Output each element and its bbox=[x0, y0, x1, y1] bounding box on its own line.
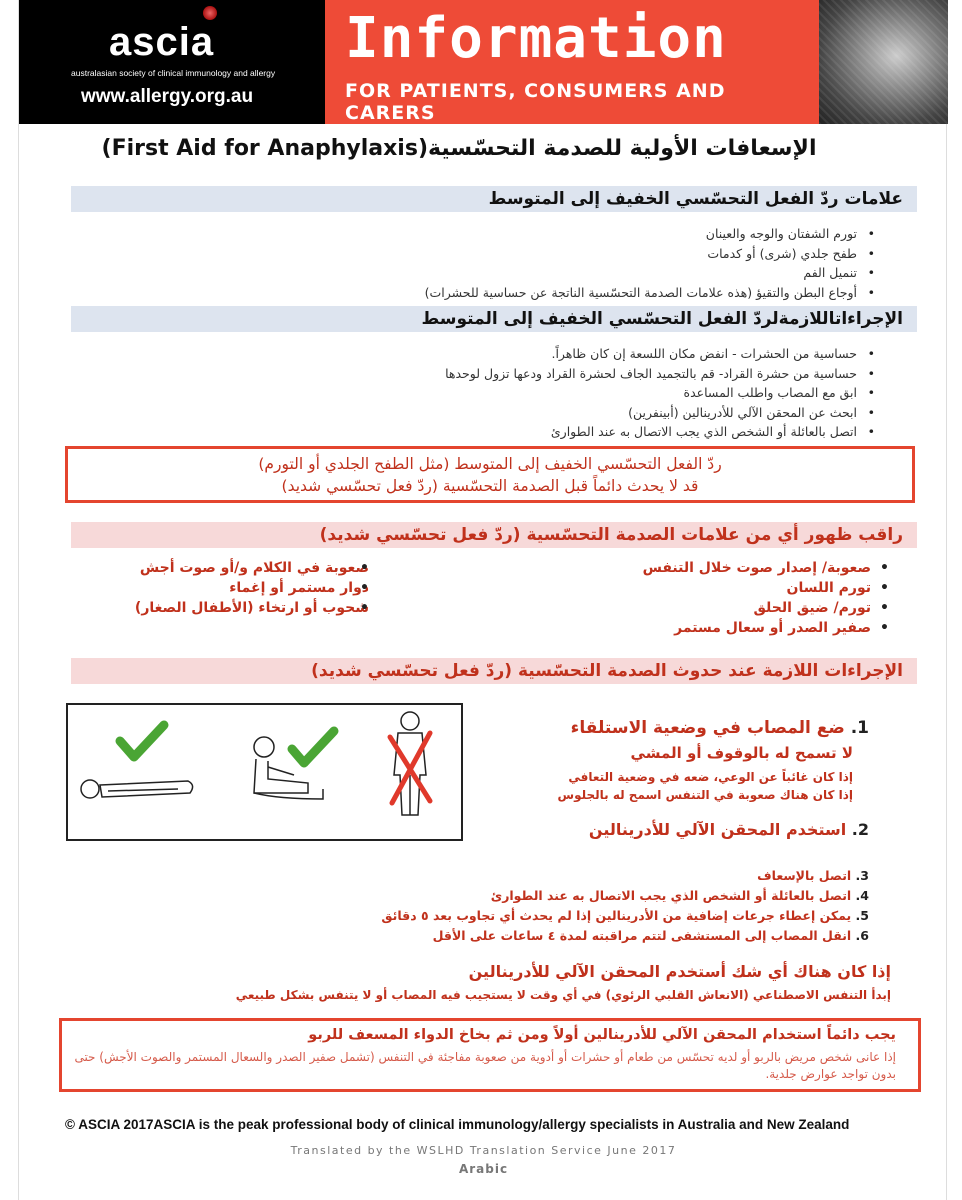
copyright-text: © ASCIA 2017ASCIA is the peak professional body of clinical immunology/allergy specialists in Australia and New Zealand bbox=[65, 1117, 850, 1132]
language-label: Arabic bbox=[458, 1162, 509, 1176]
severe-actions-heading: الإجراءات اللازمة عند حدوث الصدمة التحسّسية (ردّ فعل تحسّسي شديد) bbox=[71, 658, 917, 684]
step-number: 4. bbox=[855, 888, 869, 903]
mild-actions-list bbox=[199, 344, 875, 442]
asthma-heading: يجب دائماً استخدام المحقن الآلي للأدرينالين أولاً ومن ثم بخاخ الدواء المسعف للربو bbox=[308, 1027, 896, 1043]
list-item: • تورم/ ضيق الحلق bbox=[559, 598, 889, 618]
step-5 bbox=[259, 908, 869, 923]
step-title: ضع المصاب في وضعية الاستلقاء bbox=[570, 718, 845, 738]
check-icon-sitting bbox=[292, 731, 334, 763]
step-text: انقل المصاب إلى المستشفى لتتم مراقبته لمدة ٤ ساعات على الأقل bbox=[432, 928, 852, 943]
ascia-logo: ascia bbox=[109, 20, 215, 64]
position-illustration bbox=[66, 703, 463, 841]
check-icon-lying bbox=[120, 725, 164, 757]
step-1-note-2: إذا كان هناك صعوبة في التنفس اسمح له بالجلوس bbox=[557, 788, 853, 802]
severe-signs-right-list bbox=[559, 558, 889, 638]
header-subtitle: FOR PATIENTS, CONSUMERS AND CARERS bbox=[345, 80, 726, 124]
standing-person-figure bbox=[394, 712, 426, 815]
website-link[interactable]: www.allergy.org.au bbox=[81, 86, 254, 107]
header-image bbox=[819, 0, 948, 124]
list-item: • صعوبة/ إصدار صوت خلال التنفس bbox=[559, 558, 889, 578]
step-title: استخدم المحقن الآلي للأدرينالين bbox=[588, 820, 847, 839]
lying-person-figure bbox=[81, 780, 193, 798]
step-number: 1. bbox=[850, 718, 869, 738]
step-text: اتصل بالإسعاف bbox=[757, 868, 852, 883]
ascia-logo-panel bbox=[19, 0, 325, 124]
step-2 bbox=[479, 820, 869, 839]
list-item: • تورم الشفتان والوجه والعينان bbox=[199, 224, 875, 244]
list-item: • صعوبة في الكلام و/أو صوت أجش bbox=[99, 558, 369, 578]
page bbox=[18, 0, 947, 1200]
step-text: اتصل بالعائلة أو الشخص الذي يجب الاتصال به عند الطوارئ bbox=[490, 888, 852, 903]
header bbox=[19, 0, 948, 124]
warning-box bbox=[65, 446, 915, 503]
header-banner bbox=[325, 0, 819, 124]
header-title: Information bbox=[345, 6, 727, 71]
step-text: يمكن إعطاء جرعات إضافية من الأدرينالين إذا لم يحدث أي تجاوب بعد ٥ دقائق bbox=[381, 908, 852, 923]
list-item: • طفح جلدي (شرى) أو كدمات bbox=[199, 244, 875, 264]
step-4 bbox=[259, 888, 869, 903]
translation-credit: Translated by the WSLHD Translation Service June 2017 bbox=[290, 1144, 677, 1157]
step-number: 2. bbox=[851, 820, 869, 839]
list-item: • شحوب أو ارتخاء (الأطفال الصغار) bbox=[99, 598, 369, 618]
severe-signs-left-list bbox=[99, 558, 369, 618]
list-item: • صفير الصدر أو سعال مستمر bbox=[559, 618, 889, 638]
asthma-text: إذا عانى شخص مريض بالربو أو لديه تحسّس من طعام أو حشرات أو أدوية من صعوبة مفاجئة في التنفس (تشمل صفير الصدر والسعال المستمر والصوت الأجش) حتى بدون تواجد عوارض جلدية. bbox=[74, 1050, 896, 1081]
mild-actions-heading: الإجراءاتاللازمةلردّ الفعل التحسّسي الخفيف إلى المتوسط bbox=[71, 306, 917, 332]
position-figures bbox=[68, 705, 461, 839]
list-item: • ابحث عن المحقن الآلي للأدرينالين (أبينفرين) bbox=[199, 403, 875, 423]
list-item: • تورم اللسان bbox=[559, 578, 889, 598]
step-1-note-1: إذا كان غائباً عن الوعي، ضعه في وضعية التعافي bbox=[568, 770, 853, 784]
page-title: الإسعافات الأولية للصدمة التحسّسية(First Aid for Anaphylaxis) bbox=[101, 136, 817, 161]
logo-dot-icon bbox=[203, 6, 217, 20]
step-3 bbox=[259, 868, 869, 883]
mild-signs-heading: علامات ردّ الفعل التحسّسي الخفيف إلى المتوسط bbox=[71, 186, 917, 212]
warning-line-2: قد لا يحدث دائماً قبل الصدمة التحسّسية (ردّ فعل تحسّسي شديد) bbox=[281, 477, 699, 495]
step-1 bbox=[479, 718, 869, 738]
warning-line-1: ردّ الفعل التحسّسي الخفيف إلى المتوسط (مثل الطفح الجلدي أو التورم) bbox=[258, 455, 722, 473]
list-item: • أوجاع البطن والتقيؤ (هذه علامات الصدمة التحسّسية الناتجة عن حساسية للحشرات) bbox=[199, 283, 875, 303]
severe-signs-heading: راقب ظهور أي من علامات الصدمة التحسّسية (ردّ فعل تحسّسي شديد) bbox=[71, 522, 917, 548]
list-item: • تنميل الفم bbox=[199, 263, 875, 283]
list-item: • ابق مع المصاب واطلب المساعدة bbox=[199, 383, 875, 403]
doubt-heading: إذا كان هناك أي شك أستخدم المحقن الآلي للأدرينالين bbox=[468, 962, 891, 981]
step-number: 6. bbox=[855, 928, 869, 943]
doubt-text: إبدأ التنفس الاصطناعي (الانعاش القلبي الرئوي) في أي وقت لا يستجيب فيه المصاب أو لا يتنفس بشكل طبيعي bbox=[235, 988, 891, 1002]
step-1-subtitle: لا تسمح له بالوقوف أو المشي bbox=[630, 744, 853, 762]
mild-signs-list bbox=[199, 224, 875, 302]
list-item: • حساسية من الحشرات - انفض مكان اللسعة إن كان ظاهراً. bbox=[199, 344, 875, 364]
asthma-box bbox=[59, 1018, 921, 1092]
list-item: • اتصل بالعائلة أو الشخص الذي يجب الاتصال به عند الطوارئ bbox=[199, 422, 875, 442]
list-item: • حساسية من حشرة القراد- قم بالتجميد الجاف لحشرة القراد ودعها تزول لوحدها bbox=[199, 364, 875, 384]
step-6 bbox=[259, 928, 869, 943]
step-number: 3. bbox=[855, 868, 869, 883]
step-number: 5. bbox=[855, 908, 869, 923]
logo-subtitle: australasian society of clinical immunology and allergy bbox=[71, 68, 276, 78]
list-item: • دوار مستمر أو إغماء bbox=[99, 578, 369, 598]
